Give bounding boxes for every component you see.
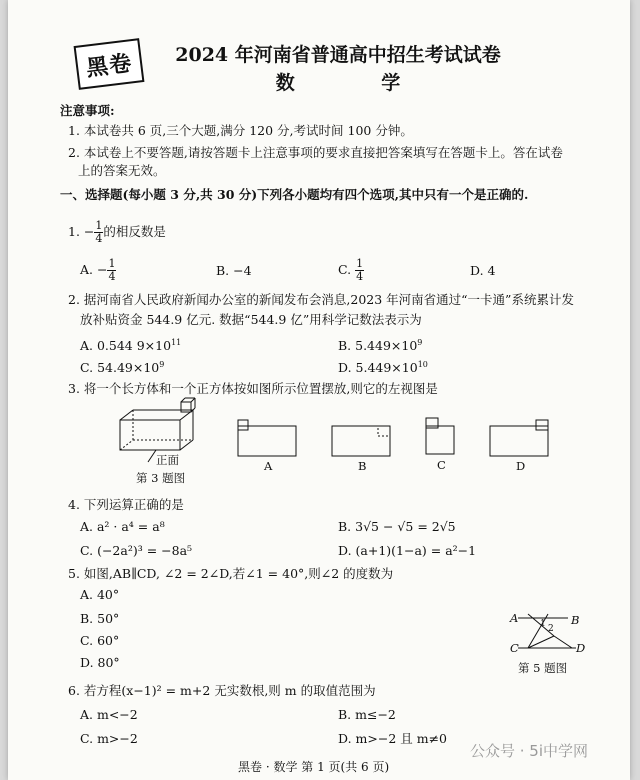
question-5-figure-caption: 第 5 题图 — [518, 661, 568, 675]
question-3-option-a: A — [264, 459, 273, 473]
question-6-option-a: A. m<−2 — [80, 707, 138, 722]
question-1-option-c: C. $\frac{1}{4}$ — [338, 257, 364, 283]
question-2-option-a: A. 0.544 $9\times 10^{11}$ — [80, 338, 182, 354]
question-3-solid-figure — [118, 400, 208, 460]
question-6-option-d: D. m>−2 且 m≠0 — [338, 731, 448, 746]
question-2-option-c: C. $54.49\times 10^9$ — [80, 360, 165, 376]
question-2-option-b: B. $5.449\times 10^9$ — [338, 338, 423, 354]
question-6-option-b: B. m≤−2 — [338, 707, 396, 722]
exam-page — [8, 0, 630, 780]
question-5-stem: 5. 如图,AB∥CD, ∠2 = 2∠D,若∠1 = 40°,则∠2 的度数为 — [68, 566, 394, 581]
question-3-figure-caption: 第 3 题图 — [136, 471, 186, 485]
question-4-option-c: C. (−2a²)³ = −8a⁵ — [80, 543, 193, 558]
question-3-stem: 3. 将一个长方体和一个正方体按如图所示位置摆放,则它的左视图是 — [68, 381, 438, 396]
angle-2-label: 2 — [548, 624, 554, 634]
exam-subject: 数 学 — [275, 72, 441, 94]
question-3-option-c: C — [437, 458, 446, 472]
front-view-label: 正面 — [156, 453, 179, 467]
question-5-option-c: C. 60° — [80, 633, 120, 648]
question-1-stem: 1. − $\frac{1}{4}$ 的相反数是 — [68, 219, 166, 245]
question-1-option-d: D. 4 — [470, 263, 496, 278]
question-5-option-b: B. 50° — [80, 611, 120, 626]
watermark: 公众号 · 5i中学网 — [470, 742, 589, 760]
question-3-option-d: D — [516, 459, 526, 473]
question-1-option-a: A. − $\frac{1}{4}$ — [80, 257, 116, 283]
question-3-option-d-figure — [488, 418, 558, 458]
notice-item-2a: 2. 本试卷上不要答题,请按答题卡上注意事项的要求直接把答案填写在答题卡上。答在试卷 — [68, 145, 563, 160]
question-5-option-d: D. 80° — [80, 655, 120, 670]
page-footer: 黑卷 · 数学 第 1 页(共 6 页) — [238, 760, 390, 774]
notice-heading: 注意事项: — [60, 103, 115, 118]
notice-item-2b: 上的答案无效。 — [78, 163, 166, 178]
question-2-option-d: D. $5.449\times 10^{10}$ — [338, 360, 428, 376]
question-6-option-c: C. m>−2 — [80, 731, 138, 746]
question-3-option-a-figure — [236, 418, 306, 458]
question-2-line-1: 2. 据河南省人民政府新闻办公室的新闻发布会消息,2023 年河南省通过“一卡通”系统累计发 — [68, 292, 574, 307]
question-3-option-b: B — [358, 459, 367, 473]
question-4-stem: 4. 下列运算正确的是 — [68, 497, 184, 512]
question-3-option-b-figure — [330, 422, 400, 462]
question-6-stem: 6. 若方程(x−1)² = m+2 无实数根,则 m 的取值范围为 — [68, 683, 376, 698]
exam-title: 2024 年河南省普通高中招生考试试卷 — [175, 44, 501, 66]
angle-1-label: 1 — [540, 619, 546, 629]
question-4-option-d: D. (a+1)(1−a) = a²−1 — [338, 543, 477, 558]
question-3-option-c-figure — [424, 416, 464, 456]
question-5-option-a: A. 40° — [80, 587, 120, 602]
section-1-heading: 一、选择题(每小题 3 分,共 30 分)下列各小题均有四个选项,其中只有一个是正确的. — [60, 187, 529, 202]
question-2-line-2: 放补贴资金 544.9 亿元. 数据“544.9 亿”用科学记数法表示为 — [80, 312, 422, 327]
question-4-option-a: A. a² · a⁴ = a⁸ — [80, 519, 165, 534]
point-c-label: C — [510, 641, 519, 655]
notice-item-1: 1. 本试卷共 6 页,三个大题,满分 120 分,考试时间 100 分钟。 — [68, 123, 413, 138]
black-paper-badge: 黑卷 — [74, 38, 145, 90]
question-4-option-b: B. 3√5 − √5 = 2√5 — [338, 519, 456, 534]
point-b-label: B — [571, 613, 580, 627]
point-d-label: D — [576, 641, 586, 655]
point-a-label: A — [510, 611, 519, 625]
question-1-option-b: B. −4 — [216, 263, 252, 278]
